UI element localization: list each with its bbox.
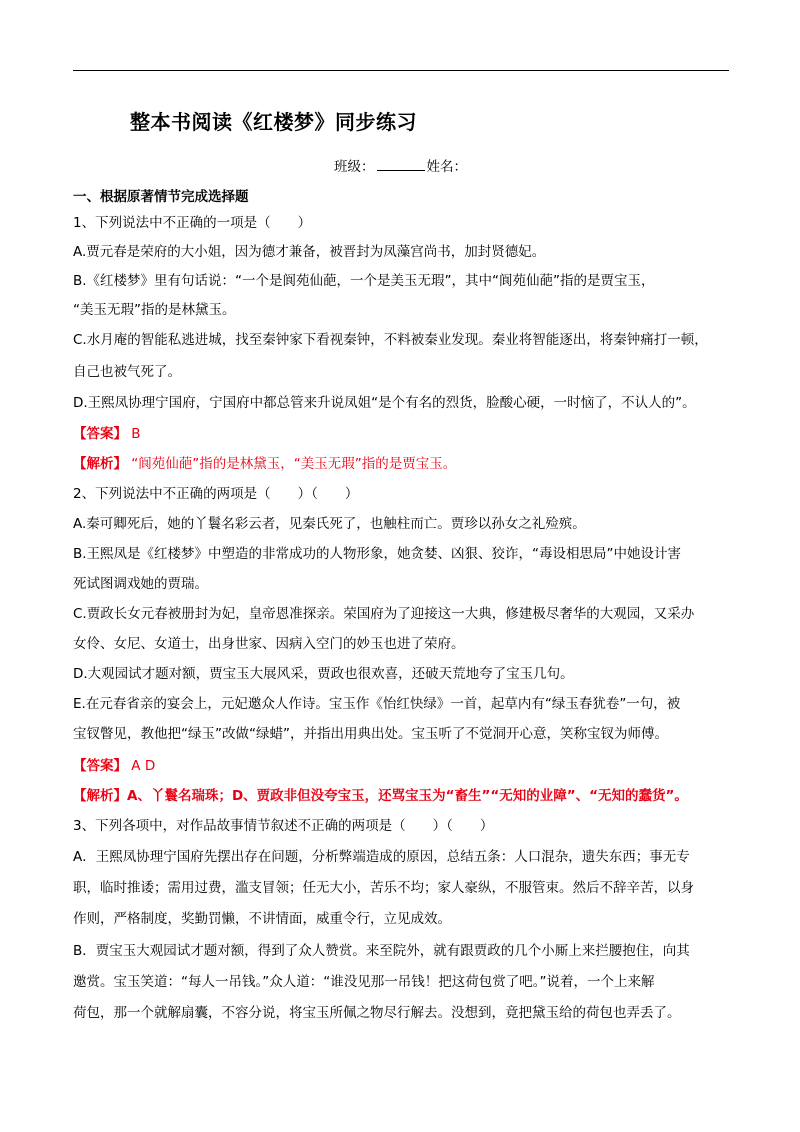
q1-analysis [73, 455, 456, 473]
q3-option-a-line3: 作则，严格制度，奖勤罚懒，不讲情面，威重令行，立见成效。 [73, 911, 451, 927]
q3-stem: 3、下列各项中，对作品故事情节叙述不正确的两项是（ ）（ ） [73, 818, 494, 834]
analysis-text: “阆苑仙葩”指的是林黛玉，“美玉无瑕”指的是贾宝玉。 [127, 456, 457, 472]
q2-analysis [73, 787, 688, 805]
q1-answer [73, 425, 141, 443]
q2-option-c-line2: 女伶、女尼、女道士，出身世家、因病入空门的妙玉也进了荣府。 [73, 636, 465, 652]
q3-option-a-line2: 职，临时推诿；需用过费，滥支冒领；任无大小，苦乐不均；家人豪纵，不服管束。然后不辞辛苦，以身 [73, 880, 694, 896]
answer-value: A D [127, 758, 156, 774]
q3-option-b-line2: 邀赏。宝玉笑道：“每人一吊钱。”众人道：“谁没见那一吊钱！把这荷包赏了吧。”说着，一个上来解 [73, 974, 655, 990]
q1-stem: 1、下列说法中不正确的一项是（ ） [73, 215, 312, 231]
class-blank [377, 158, 425, 171]
q2-option-b-line1: B.王熙凤是《红楼梦》中塑造的非常成功的人物形象，她贪婪、凶狠、狡诈，“毒设相思局”中她设计害 [73, 546, 682, 562]
q1-option-b-line2: “美玉无瑕”指的是林黛玉。 [73, 302, 236, 318]
q2-option-b-line2: 死试图调戏她的贾瑞。 [73, 576, 208, 592]
analysis-tag: 【解析】 [73, 456, 127, 472]
q2-option-d: D.大观园试才题对额，贾宝玉大展风采，贾政也很欢喜，还破天荒地夸了宝玉几句。 [73, 666, 574, 682]
header-rule [73, 70, 729, 71]
q2-stem: 2、下列说法中不正确的两项是（ ）（ ） [73, 486, 359, 502]
q2-option-e-line1: E.在元春省亲的宴会上，元妃邀众人作诗。宝玉作《怡红快绿》一首，起草内有“绿玉春犹卷”一句，被 [73, 696, 681, 712]
answer-tag: 【答案】 [73, 758, 127, 774]
q2-option-e-line2: 宝钗瞥见，教他把“绿玉”改做“绿蜡”，并指出用典出处。宝玉听了不觉洞开心意，笑称宝钗为师傅。 [73, 726, 668, 742]
q3-option-b-line1: B．贾宝玉大观园试才题对额，得到了众人赞赏。来至院外，就有跟贾政的几个小厮上来拦腰抱住，向其 [73, 943, 690, 959]
q1-option-c-line2: 自己也被气死了。 [73, 364, 181, 380]
q3-option-a-line1: A．王熙凤协理宁国府先摆出存在问题，分析弊端造成的原因，总结五条：人口混杂，遗失东西；事无专 [73, 849, 690, 865]
q1-option-b-line1: B.《红楼梦》里有句话说：“一个是阆苑仙葩，一个是美玉无瑕”，其中“阆苑仙葩”指的是贾宝玉， [73, 273, 655, 289]
q1-option-d: D.王熙凤协理宁国府，宁国府中都总管来升说凤姐“是个有名的烈货，脸酸心硬，一时恼了，不认人的”。 [73, 395, 696, 411]
q3-option-b-line3: 荷包，那一个就解扇囊，不容分说，将宝玉所佩之物尽行解去。没想到，竟把黛玉给的荷包也弄丢了。 [73, 1005, 681, 1021]
analysis-tag: 【解析】 [73, 788, 127, 804]
class-label: 班级： [334, 159, 375, 175]
name-label: 姓名： [426, 159, 467, 175]
q2-option-a: A.秦可卿死后，她的丫鬟名彩云者，见秦氏死了，也触柱而亡。贾珍以孙女之礼殓殡。 [73, 516, 586, 532]
page-title: 整本书阅读《红楼梦》同步练习 [130, 110, 417, 134]
q1-option-c-line1: C.水月庵的智能私逃进城，找至秦钟家下看视秦钟，不料被秦业发现。秦业将智能逐出，将秦钟痛打一顿， [73, 332, 708, 348]
q2-option-c-line1: C.贾政长女元春被册封为妃，皇帝恩准探亲。荣国府为了迎接这一大典，修建极尽奢华的大观园，又采办 [73, 606, 695, 622]
q1-option-a: A.贾元春是荣府的大小姐，因为德才兼备，被晋封为凤藻宫尚书，加封贤德妃。 [73, 244, 546, 260]
class-name-line [334, 155, 467, 175]
answer-value: B [127, 426, 141, 442]
section-heading: 一、根据原著情节完成选择题 [73, 189, 249, 205]
answer-tag: 【答案】 [73, 426, 127, 442]
analysis-text: A、丫鬟名瑞珠；D、贾政非但没夸宝玉，还骂宝玉为“畜生”“无知的业障”、“无知的蠢货”。 [127, 788, 688, 804]
q2-answer [73, 757, 155, 775]
